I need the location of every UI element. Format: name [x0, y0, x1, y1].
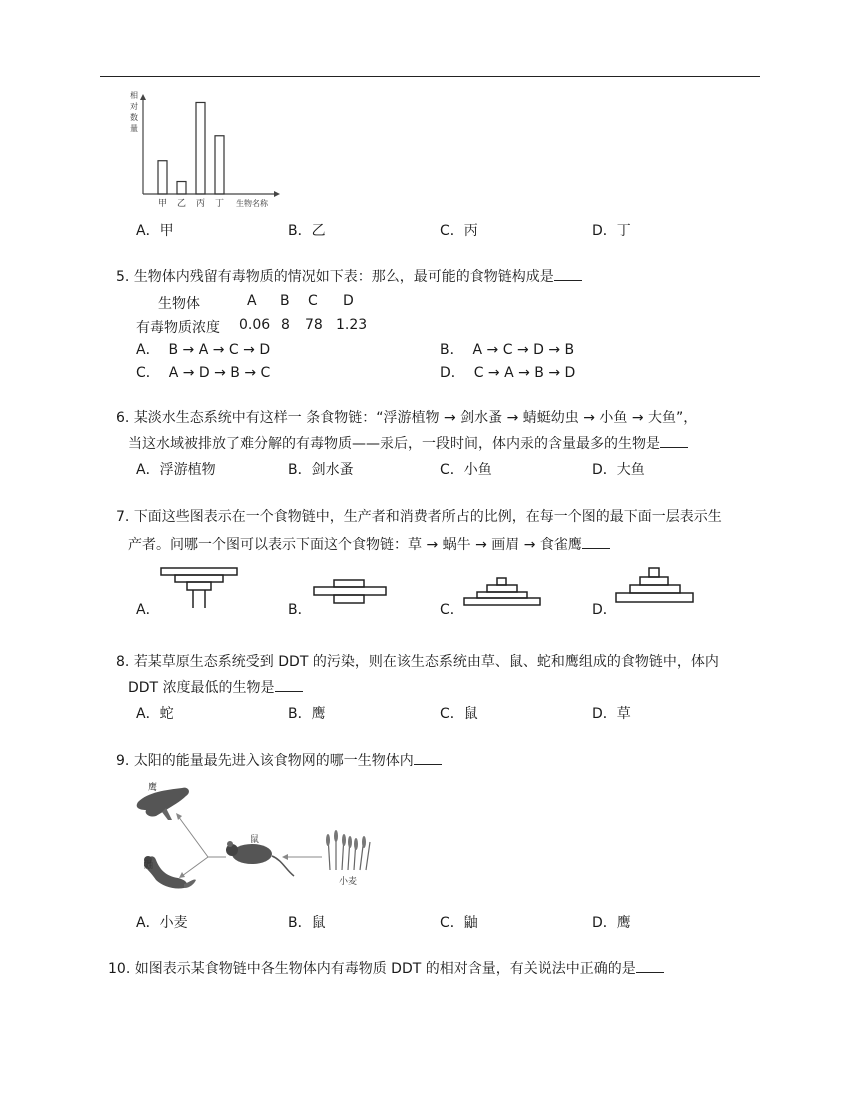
pyramid-d-layer-top — [649, 568, 659, 577]
bar — [177, 182, 186, 194]
option-letter: C． — [136, 365, 160, 381]
pyramid-b-layer-middle — [314, 587, 386, 595]
question-number: 9. — [116, 753, 130, 769]
option-text: 草 — [616, 706, 631, 722]
option-text: 浮游植物 — [159, 462, 216, 478]
option-text: 小鱼 — [463, 462, 492, 478]
q8-option-d[interactable] — [592, 703, 631, 723]
q8-option-a[interactable] — [136, 703, 174, 723]
option-letter: A． — [136, 706, 160, 722]
answer-blank[interactable] — [554, 266, 582, 281]
option-letter: A． — [136, 342, 160, 358]
pyramid-c-layer-top — [497, 578, 506, 585]
table-cell: 8 — [281, 317, 290, 333]
q5-option-d[interactable] — [440, 362, 575, 382]
q4-option-b[interactable] — [288, 220, 326, 240]
option-text: 鹰 — [311, 706, 326, 722]
q5-stem — [116, 265, 582, 289]
question-text: 太阳的能量最先进入该食物网的哪一生物体内 — [133, 753, 414, 769]
wheat-label: 小麦 — [339, 877, 358, 887]
y-axis-label-char: 对 — [130, 102, 138, 111]
x-tick-label: 乙 — [176, 199, 187, 209]
food-web-figure — [126, 780, 388, 896]
mouse-label: 鼠 — [250, 835, 260, 845]
option-letter: D． — [440, 365, 465, 381]
header-rule — [100, 76, 760, 77]
q7-option-c[interactable] — [440, 599, 464, 619]
option-letter: D． — [592, 462, 617, 478]
y-axis-label-char: 量 — [130, 124, 138, 133]
table-cell: 有毒物质浓度 — [136, 320, 220, 336]
pyramid-a-layer-2 — [175, 575, 223, 582]
option-text: A → D → B → C — [168, 365, 271, 381]
option-letter: B． — [288, 602, 312, 618]
table-cell: 1.23 — [336, 317, 368, 333]
bar-chart — [128, 86, 288, 211]
chart-bars — [158, 102, 224, 194]
eagle-illustration — [137, 788, 189, 820]
q9-option-a[interactable] — [136, 912, 188, 932]
question-text: 产者。问哪一个图可以表示下面这个食物链：草 → 蜗牛 → 画眉 → 食雀鹰 — [128, 537, 582, 553]
table-cell: D — [343, 293, 354, 309]
pyramid-c-layer-bottom — [464, 598, 540, 605]
q4-option-d[interactable] — [592, 220, 631, 240]
pyramid-d-layer-bottom — [616, 593, 693, 602]
q6-stem-line1 — [116, 406, 697, 430]
pyramid-c-layer-3 — [477, 592, 527, 598]
wheat-ears — [326, 830, 366, 850]
bar — [158, 161, 167, 194]
option-letter: B． — [288, 462, 312, 478]
x-tick-label: 丙 — [195, 199, 206, 209]
question-text: 如图表示某食物链中各生物体内有毒物质 DDT 的相对含量，有关说法中正确的是 — [134, 961, 636, 977]
q6-stem-line2 — [128, 432, 688, 456]
q7-option-a[interactable] — [136, 599, 160, 619]
table-cell: C — [308, 293, 318, 309]
question-text: 生物体内残留有毒物质的情况如下表：那么，最可能的食物链构成是 — [133, 269, 554, 285]
option-text: 丙 — [463, 223, 478, 239]
q5-option-a[interactable] — [136, 339, 270, 359]
option-letter: A． — [136, 223, 160, 239]
q8-stem-line1 — [116, 650, 719, 674]
y-axis-label-char: 数 — [130, 113, 138, 122]
bar — [196, 102, 205, 194]
option-letter: B． — [288, 706, 312, 722]
x-tick-label: 甲 — [157, 199, 168, 209]
pyramid-a-figure — [160, 566, 240, 612]
q8-option-c[interactable] — [440, 703, 478, 723]
option-text: C → A → B → D — [473, 365, 576, 381]
x-tick-label: 丁 — [214, 199, 225, 209]
q7-stem-line2 — [128, 533, 610, 557]
question-number: 7. — [116, 509, 130, 525]
option-text: 甲 — [159, 223, 174, 239]
arrow-mouse-to-weasel — [182, 857, 208, 876]
question-text: DDT 浓度最低的生物是 — [128, 680, 275, 696]
answer-blank[interactable] — [582, 534, 610, 549]
option-letter: C． — [440, 602, 464, 618]
q8-option-b[interactable] — [288, 703, 326, 723]
answer-blank[interactable] — [660, 433, 688, 448]
pyramid-a-layer-3 — [187, 582, 211, 590]
q6-option-a[interactable] — [136, 459, 216, 479]
option-letter: C． — [440, 462, 464, 478]
option-letter: B． — [288, 915, 312, 931]
q5-option-b[interactable] — [440, 339, 574, 359]
option-text: 鼠 — [311, 915, 326, 931]
question-number: 10. — [108, 961, 131, 977]
option-letter: C． — [440, 706, 464, 722]
option-text: 鹰 — [616, 915, 631, 931]
question-text: 当这水域被排放了难分解的有毒物质——汞后，一段时间，体内汞的含量最多的生物是 — [128, 436, 660, 452]
q6-option-c[interactable] — [440, 459, 492, 479]
chart-labels — [130, 90, 269, 209]
eagle-label: 鹰 — [148, 783, 158, 793]
option-letter: D． — [592, 223, 617, 239]
q4-option-a[interactable] — [136, 220, 174, 240]
pyramid-a-layer-top — [161, 568, 237, 575]
x-axis-arrow — [274, 191, 280, 197]
option-letter: B． — [288, 223, 312, 239]
table-cell: A — [247, 293, 257, 309]
option-text: 乙 — [311, 223, 326, 239]
question-number: 5. — [116, 269, 130, 285]
option-text: 鼠 — [463, 706, 478, 722]
answer-blank[interactable] — [275, 677, 303, 692]
q9-option-b[interactable] — [288, 912, 326, 932]
option-text: B → A → C → D — [168, 342, 271, 358]
arrow-mouse-to-eagle — [178, 816, 208, 857]
option-text: 大鱼 — [616, 462, 645, 478]
question-text: 某淡水生态系统中有这样一 条食物链：“浮游植物 → 剑水蚤 → 蜻蜓幼虫 → 小鱼 → 大鱼”， — [133, 410, 698, 426]
option-text: 剑水蚤 — [311, 462, 354, 478]
x-axis-label: 生物名称 — [236, 199, 268, 208]
y-axis-label-char: 相 — [130, 91, 138, 100]
q6-option-b[interactable] — [288, 459, 354, 479]
q5-option-c[interactable] — [136, 362, 270, 382]
option-letter: C． — [440, 915, 464, 931]
pyramid-c-figure — [462, 576, 544, 608]
q10-stem — [108, 957, 664, 981]
pyramid-d-layer-3 — [630, 585, 680, 593]
option-text: 蛇 — [159, 706, 174, 722]
option-letter: B． — [440, 342, 464, 358]
option-text: A → C → D → B — [472, 342, 575, 358]
weasel-label: 鼬 — [144, 861, 154, 871]
option-letter: A． — [136, 915, 160, 931]
mouse-illustration — [226, 841, 294, 876]
question-number: 8. — [116, 654, 130, 670]
option-letter: C． — [440, 223, 464, 239]
q7-stem-line1 — [116, 505, 722, 529]
bar — [215, 136, 224, 194]
q9-option-c[interactable] — [440, 912, 478, 932]
pyramid-c-layer-2 — [487, 585, 517, 592]
question-text: 若某草原生态系统受到 DDT 的污染，则在该生态系统由草、鼠、蛇和鹰组成的食物链中，体内 — [133, 654, 719, 670]
chart-axes — [140, 94, 280, 197]
question-number: 6. — [116, 410, 130, 426]
option-letter: D． — [592, 602, 617, 618]
table-cell: B — [280, 293, 290, 309]
option-text: 小麦 — [159, 915, 188, 931]
option-letter: A． — [136, 462, 160, 478]
table-cell: 0.06 — [239, 317, 271, 333]
q9-option-d[interactable] — [592, 912, 631, 932]
q7-option-b[interactable] — [288, 599, 312, 619]
answer-blank[interactable] — [414, 750, 442, 765]
table-cell: 生物体 — [158, 296, 200, 312]
option-letter: D． — [592, 706, 617, 722]
y-axis-arrow — [140, 94, 146, 100]
q4-option-c[interactable] — [440, 220, 478, 240]
pyramid-d-figure — [614, 566, 696, 608]
pyramid-b-layer-top — [334, 580, 364, 587]
answer-blank[interactable] — [636, 958, 664, 973]
q9-stem — [116, 749, 442, 773]
table-cell: 78 — [305, 317, 323, 333]
option-text: 鼬 — [463, 915, 478, 931]
q6-option-d[interactable] — [592, 459, 645, 479]
question-text: 下面这些图表示在一个食物链中，生产者和消费者所占的比例，在每一个图的最下面一层表示生 — [133, 509, 722, 525]
pyramid-b-layer-bottom — [334, 595, 364, 603]
pyramid-b-figure — [312, 578, 392, 608]
q8-stem-line2 — [128, 676, 303, 700]
option-text: 丁 — [616, 223, 631, 239]
option-letter: D． — [592, 915, 617, 931]
pyramid-d-layer-2 — [640, 577, 668, 585]
option-letter: A． — [136, 602, 160, 618]
